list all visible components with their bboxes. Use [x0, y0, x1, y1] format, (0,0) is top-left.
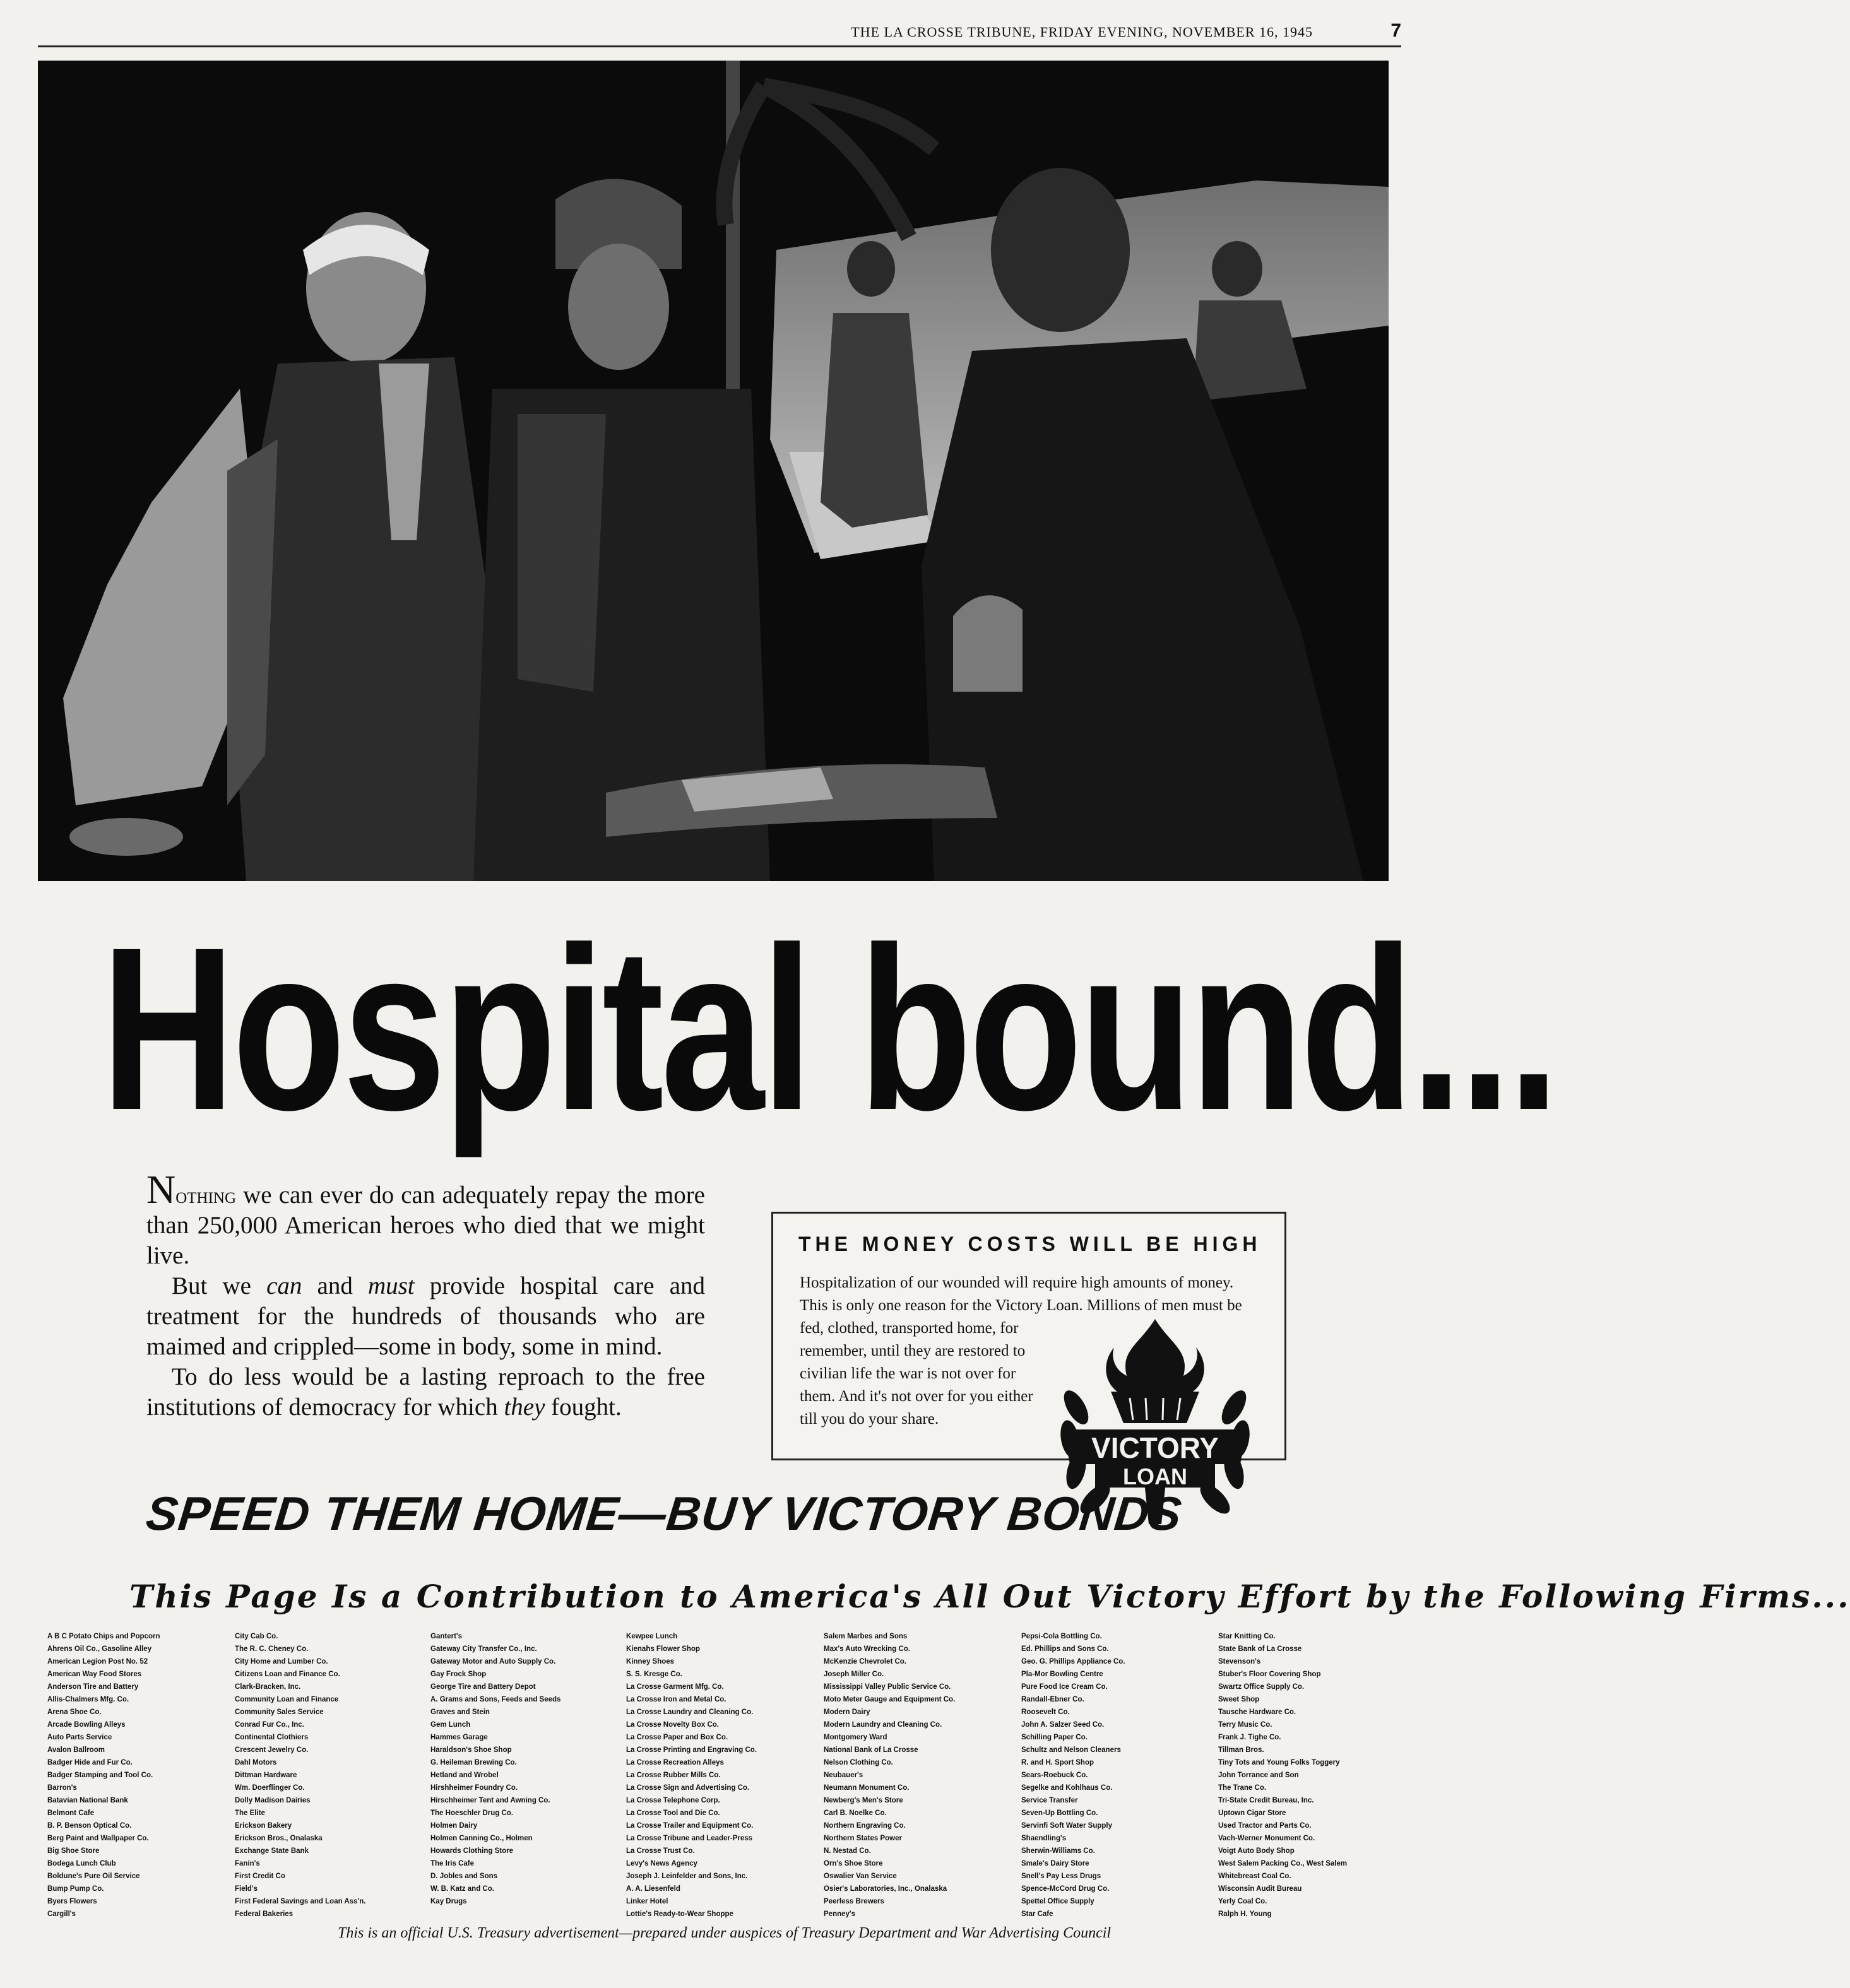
- firm-name: Graves and Stein: [430, 1708, 490, 1716]
- drop-cap: N: [146, 1167, 176, 1212]
- firm-name: W. B. Katz and Co.: [430, 1885, 494, 1893]
- firm-name: Servinfi Soft Water Supply: [1021, 1822, 1112, 1830]
- firm-name: Dahl Motors: [235, 1759, 277, 1766]
- firm-name: Stevenson's: [1218, 1658, 1261, 1666]
- firm-name: Orn's Shoe Store: [824, 1860, 883, 1867]
- firm-name: Shaendling's: [1021, 1835, 1067, 1842]
- firm-name: Arcade Bowling Alleys: [47, 1721, 126, 1729]
- firm-name: Newberg's Men's Store: [824, 1797, 903, 1804]
- firm-name: Vach-Werner Monument Co.: [1218, 1835, 1315, 1842]
- firm-name: The Hoeschler Drug Co.: [430, 1809, 513, 1817]
- firm-name: Cargill's: [47, 1910, 76, 1918]
- firm-name: La Crosse Trust Co.: [626, 1847, 695, 1855]
- firm-name: Pepsi-Cola Bottling Co.: [1021, 1633, 1102, 1640]
- firm-name: Field's: [235, 1885, 258, 1893]
- firm-name: Tausche Hardware Co.: [1218, 1708, 1296, 1716]
- firm-name: John Torrance and Son: [1218, 1772, 1299, 1779]
- firm-name: First Federal Savings and Loan Ass'n.: [235, 1898, 366, 1905]
- firm-name: Holmen Dairy: [430, 1822, 478, 1830]
- masthead: [38, 20, 1401, 47]
- firm-name: Salem Marbes and Sons: [824, 1633, 908, 1640]
- firm-name: Spence-McCord Drug Co.: [1021, 1885, 1110, 1893]
- firm-name: Conrad Fur Co., Inc.: [235, 1721, 304, 1729]
- firm-name: Exchange State Bank: [235, 1847, 309, 1855]
- body-p2-a: But we: [172, 1272, 267, 1299]
- firm-name: Ed. Phillips and Sons Co.: [1021, 1645, 1109, 1653]
- body-p2-b: and: [302, 1272, 368, 1299]
- firm-name: Ralph H. Young: [1218, 1910, 1272, 1918]
- firm-name: The R. C. Cheney Co.: [235, 1645, 309, 1653]
- firm-name: Avalon Ballroom: [47, 1746, 105, 1754]
- firm-name: Badger Stamping and Tool Co.: [47, 1772, 153, 1779]
- firm-name: Belmont Cafe: [47, 1809, 95, 1817]
- firm-name: Crescent Jewelry Co.: [235, 1746, 309, 1754]
- body-paragraph-2: [146, 1271, 705, 1362]
- firm-name: Continental Clothiers: [235, 1734, 309, 1741]
- firm-name: City Cab Co.: [235, 1633, 278, 1640]
- firm-name: Peerless Brewers: [824, 1898, 884, 1905]
- firm-name: National Bank of La Crosse: [824, 1746, 918, 1754]
- firm-name: Berg Paint and Wallpaper Co.: [47, 1835, 149, 1842]
- firm-name: Pure Food Ice Cream Co.: [1021, 1683, 1108, 1691]
- body-paragraph-3: [146, 1362, 705, 1423]
- firm-name: The Trane Co.: [1218, 1784, 1267, 1792]
- firm-name: A. Grams and Sons, Feeds and Seeds: [430, 1696, 561, 1703]
- firm-name: Gateway City Transfer Co., Inc.: [430, 1645, 537, 1653]
- box-line: till you do your share.: [800, 1411, 939, 1428]
- firm-name: Community Loan and Finance: [235, 1696, 339, 1703]
- firm-name: George Tire and Battery Depot: [430, 1683, 536, 1691]
- body-p3-they: they: [504, 1393, 545, 1421]
- firm-name: La Crosse Laundry and Cleaning Co.: [626, 1708, 754, 1716]
- firm-name: Voigt Auto Body Shop: [1218, 1847, 1295, 1855]
- firm-name: American Legion Post No. 52: [47, 1658, 148, 1666]
- firm-name: Schultz and Nelson Cleaners: [1021, 1746, 1121, 1754]
- firm-name: Sherwin-Williams Co.: [1021, 1847, 1095, 1855]
- treasury-footer: This is an official U.S. Treasury advertisement—prepared under auspices of Treasury Department and War Advertising Council: [338, 1925, 1112, 1941]
- box-line: This is only one reason for the Victory Loan. Millions of men must be: [800, 1297, 1242, 1314]
- headline: Hospital bound...: [101, 899, 1557, 1158]
- firm-name: Yerly Coal Co.: [1218, 1898, 1267, 1905]
- firm-name: Uptown Cigar Store: [1218, 1809, 1286, 1817]
- firm-name: Montgomery Ward: [824, 1734, 887, 1741]
- firm-name: Wisconsin Audit Bureau: [1218, 1885, 1302, 1893]
- firm-name: Big Shoe Store: [47, 1847, 100, 1855]
- firm-name: Hammes Garage: [430, 1734, 488, 1741]
- firm-name: Smale's Dairy Store: [1021, 1860, 1089, 1867]
- firm-name: Osier's Laboratories, Inc., Onalaska: [824, 1885, 947, 1893]
- firm-name: American Way Food Stores: [47, 1671, 142, 1678]
- firm-name: La Crosse Printing and Engraving Co.: [626, 1746, 757, 1754]
- firm-name: Bump Pump Co.: [47, 1885, 104, 1893]
- masthead-text: THE LA CROSSE TRIBUNE, FRIDAY EVENING, NOVEMBER 16, 1945: [845, 24, 1319, 40]
- body-p1-text: we can ever do can adequately repay the more than 250,000 American heroes who died that we might live.: [146, 1181, 705, 1269]
- firm-name: Modern Dairy: [824, 1708, 870, 1716]
- firm-name: Holmen Canning Co., Holmen: [430, 1835, 533, 1842]
- firm-name: Allis-Chalmers Mfg. Co.: [47, 1696, 129, 1703]
- firm-name: La Crosse Iron and Metal Co.: [626, 1696, 726, 1703]
- firm-list-column: [1218, 1630, 1404, 1920]
- firm-name: A B C Potato Chips and Popcorn: [47, 1633, 160, 1640]
- firm-name: Randall-Ebner Co.: [1021, 1696, 1084, 1703]
- firm-name: G. Heileman Brewing Co.: [430, 1759, 517, 1766]
- firm-name: Hirschheimer Tent and Awning Co.: [430, 1797, 550, 1804]
- firm-name: Kay Drugs: [430, 1898, 467, 1905]
- firm-name: B. P. Benson Optical Co.: [47, 1822, 132, 1830]
- box-line: Hospitalization of our wounded will require high amounts of money.: [800, 1274, 1234, 1291]
- firm-name: The Elite: [235, 1809, 265, 1817]
- firm-name: Wm. Doerflinger Co.: [235, 1784, 305, 1792]
- firm-name: Sears-Roebuck Co.: [1021, 1772, 1088, 1779]
- firm-name: La Crosse Novelty Box Co.: [626, 1721, 719, 1729]
- firm-name: Federal Bakeries: [235, 1910, 294, 1918]
- firm-name: Seven-Up Bottling Co.: [1021, 1809, 1098, 1817]
- firm-name: R. and H. Sport Shop: [1021, 1759, 1094, 1766]
- firm-name: Arena Shoe Co.: [47, 1708, 102, 1716]
- firm-name: Spettel Office Supply: [1021, 1898, 1094, 1905]
- firm-name: D. Jobles and Sons: [430, 1873, 498, 1880]
- firm-name: Clark-Bracken, Inc.: [235, 1683, 301, 1691]
- firm-name: N. Nestad Co.: [824, 1847, 871, 1855]
- firm-name: First Credit Co: [235, 1873, 285, 1880]
- firm-name: Ahrens Oil Co., Gasoline Alley: [47, 1645, 152, 1653]
- firm-name: Haraldson's Shoe Shop: [430, 1746, 512, 1754]
- box-line: fed, clothed, transported home, for: [800, 1320, 1019, 1337]
- firm-name: Tiny Tots and Young Folks Toggery: [1218, 1759, 1340, 1766]
- firm-name: Terry Music Co.: [1218, 1721, 1272, 1729]
- firm-name: Oswalier Van Service: [824, 1873, 897, 1880]
- firm-name: Lottie's Ready-to-Wear Shoppe: [626, 1910, 733, 1918]
- body-p2-must: must: [367, 1272, 415, 1299]
- body-p3-b: fought.: [545, 1393, 622, 1421]
- firm-name: La Crosse Paper and Box Co.: [626, 1734, 728, 1741]
- box-line: remember, until they are restored to: [800, 1342, 1026, 1359]
- firm-name: Joseph J. Leinfelder and Sons, Inc.: [626, 1873, 748, 1880]
- firm-name: Fanin's: [235, 1860, 260, 1867]
- firm-name: Anderson Tire and Battery: [47, 1683, 139, 1691]
- firm-name: S. S. Kresge Co.: [626, 1671, 682, 1678]
- firm-name: Joseph Miller Co.: [824, 1671, 884, 1678]
- body-copy: [146, 1167, 705, 1423]
- firm-name: Max's Auto Wrecking Co.: [824, 1645, 910, 1653]
- firm-name: Dolly Madison Dairies: [235, 1797, 311, 1804]
- firm-name: State Bank of La Crosse: [1218, 1645, 1302, 1653]
- firm-list-column: [47, 1630, 234, 1920]
- firm-name: La Crosse Garment Mfg. Co.: [626, 1683, 724, 1691]
- firm-name: La Crosse Recreation Alleys: [626, 1759, 724, 1766]
- slogan: SPEED THEM HOME—BUY VICTORY BONDS: [143, 1487, 1185, 1540]
- firm-name: Auto Parts Service: [47, 1734, 112, 1741]
- firm-name: Batavian National Bank: [47, 1797, 128, 1804]
- firm-name: Erickson Bros., Onalaska: [235, 1835, 323, 1842]
- box-title: THE MONEY COSTS WILL BE HIGH: [798, 1233, 1262, 1255]
- firm-name: Frank J. Tighe Co.: [1218, 1734, 1281, 1741]
- page-number: 7: [1385, 20, 1401, 42]
- firm-name: Howards Clothing Store: [430, 1847, 513, 1855]
- firm-name: Penney's: [824, 1910, 856, 1918]
- firm-name: Gem Lunch: [430, 1721, 471, 1729]
- firm-name: Dittman Hardware: [235, 1772, 297, 1779]
- firm-name: Stuber's Floor Covering Shop: [1218, 1671, 1321, 1678]
- firm-name: Tri-State Credit Bureau, Inc.: [1218, 1797, 1314, 1804]
- firm-name: Linker Hotel: [626, 1898, 668, 1905]
- firm-name: Neumann Monument Co.: [824, 1784, 910, 1792]
- firm-list-column: [626, 1630, 812, 1920]
- firm-name: Segelke and Kohlhaus Co.: [1021, 1784, 1113, 1792]
- firm-name: McKenzie Chevrolet Co.: [824, 1658, 906, 1666]
- firm-name: Star Knitting Co.: [1218, 1633, 1276, 1640]
- firm-name: Schilling Paper Co.: [1021, 1734, 1088, 1741]
- firm-name: Used Tractor and Parts Co.: [1218, 1822, 1312, 1830]
- firm-list-column: [824, 1630, 1010, 1920]
- contribution-heading: This Page Is a Contribution to America's All Out Victory Effort by the Following Firms...: [129, 1578, 1850, 1615]
- firm-name: La Crosse Tribune and Leader-Press: [626, 1835, 753, 1842]
- body-p2-can: can: [266, 1272, 302, 1299]
- firm-name: Service Transfer: [1021, 1797, 1078, 1804]
- body-p2-c: provide hospital care and treatment for the hundreds of thousands who are maimed and crippled—some in body, some in mind.: [146, 1272, 705, 1360]
- firm-list-column: [235, 1630, 421, 1920]
- firm-name: Roosevelt Co.: [1021, 1708, 1070, 1716]
- firm-name: Northern Engraving Co.: [824, 1822, 906, 1830]
- firm-name: A. A. Liesenfeld: [626, 1885, 680, 1893]
- firm-name: Pla-Mor Bowling Centre: [1021, 1671, 1103, 1678]
- box-line: civilian life the war is not over for: [800, 1365, 1016, 1382]
- firm-name: Mississippi Valley Public Service Co.: [824, 1683, 951, 1691]
- firm-name: Badger Hide and Fur Co.: [47, 1759, 133, 1766]
- firm-name: Erickson Bakery: [235, 1822, 292, 1830]
- firm-name: Community Sales Service: [235, 1708, 324, 1716]
- firm-name: City Home and Lumber Co.: [235, 1658, 328, 1666]
- firm-name: Swartz Office Supply Co.: [1218, 1683, 1305, 1691]
- emblem-line2: LOAN: [1123, 1464, 1187, 1489]
- firm-name: Hetland and Wrobel: [430, 1772, 499, 1779]
- firm-name: Boldune's Pure Oil Service: [47, 1873, 140, 1880]
- firm-name: The Iris Cafe: [430, 1860, 475, 1867]
- firm-name: La Crosse Tool and Die Co.: [626, 1809, 720, 1817]
- firm-name: La Crosse Sign and Advertising Co.: [626, 1784, 750, 1792]
- firm-name: Hirshheimer Foundry Co.: [430, 1784, 518, 1792]
- firm-name: Citizens Loan and Finance Co.: [235, 1671, 340, 1678]
- firm-name: Gateway Motor and Auto Supply Co.: [430, 1658, 556, 1666]
- emblem-line1: VICTORY: [1091, 1431, 1219, 1464]
- firm-name: Geo. G. Phillips Appliance Co.: [1021, 1658, 1125, 1666]
- firm-name: Snell's Pay Less Drugs: [1021, 1873, 1101, 1880]
- firm-name: Northern States Power: [824, 1835, 902, 1842]
- body-paragraph-1: [146, 1167, 705, 1271]
- firm-name: Kienahs Flower Shop: [626, 1645, 700, 1653]
- firm-name: Bodega Lunch Club: [47, 1860, 116, 1867]
- firm-name: Sweet Shop: [1218, 1696, 1260, 1703]
- firm-name: Nelson Clothing Co.: [824, 1759, 893, 1766]
- firm-name: Byers Flowers: [47, 1898, 97, 1905]
- firm-name: Gay Frock Shop: [430, 1671, 487, 1678]
- firm-name: Levy's News Agency: [626, 1860, 697, 1867]
- body-p3-a: To do less would be a lasting reproach to the free institutions of democracy for which: [146, 1363, 705, 1421]
- firm-name: La Crosse Trailer and Equipment Co.: [626, 1822, 754, 1830]
- firm-name: Neubauer's: [824, 1772, 863, 1779]
- firm-list-column: [430, 1630, 617, 1908]
- firm-name: John A. Salzer Seed Co.: [1021, 1721, 1105, 1729]
- firm-name: West Salem Packing Co., West Salem: [1218, 1860, 1348, 1867]
- hospital-illustration: [38, 61, 1389, 881]
- firm-name: Carl B. Noelke Co.: [824, 1809, 887, 1817]
- firm-name: La Crosse Rubber Mills Co.: [626, 1772, 721, 1779]
- firm-name: Modern Laundry and Cleaning Co.: [824, 1721, 942, 1729]
- firm-list-column: [1021, 1630, 1207, 1920]
- firm-name: Whitebreast Coal Co.: [1218, 1873, 1291, 1880]
- firm-name: Tillman Bros.: [1218, 1746, 1264, 1754]
- firm-name: Moto Meter Gauge and Equipment Co.: [824, 1696, 956, 1703]
- body-lead-word: othing: [175, 1183, 237, 1208]
- firm-name: La Crosse Telephone Corp.: [626, 1797, 720, 1804]
- firm-name: Kewpee Lunch: [626, 1633, 678, 1640]
- box-line: them. And it's not over for you either: [800, 1388, 1033, 1405]
- firm-name: Kinney Shoes: [626, 1658, 675, 1666]
- firm-name: Star Cafe: [1021, 1910, 1053, 1918]
- firm-name: Barron's: [47, 1784, 77, 1792]
- firm-name: Gantert's: [430, 1633, 463, 1640]
